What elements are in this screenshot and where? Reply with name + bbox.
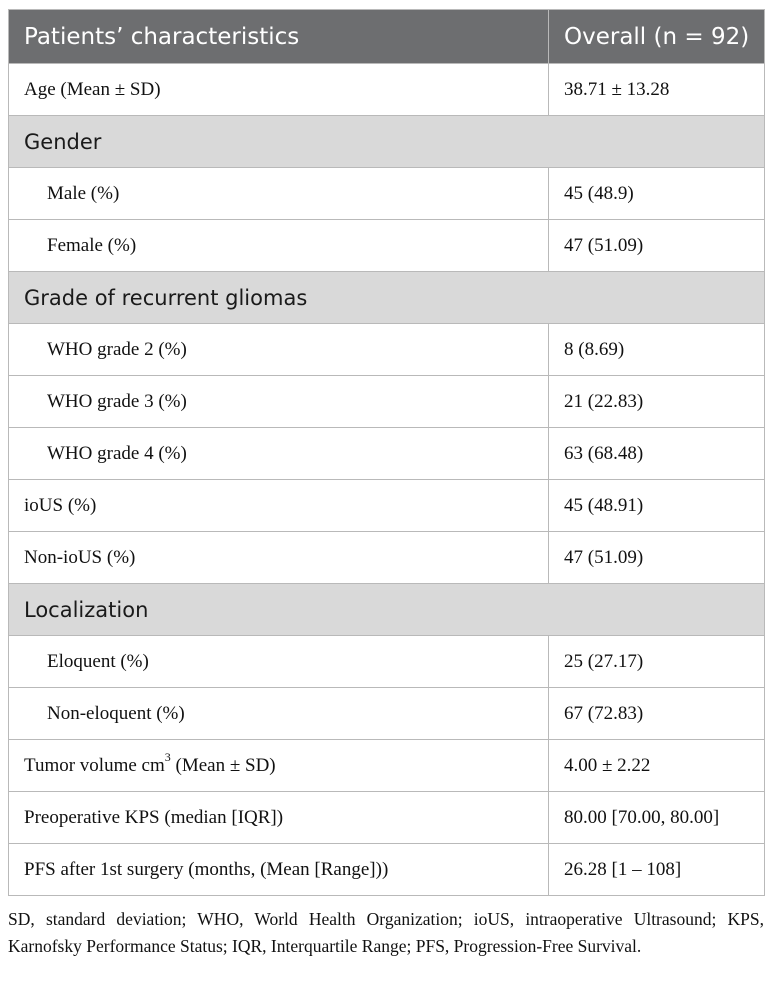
row-value: 21 (22.83) [549, 376, 765, 428]
section-row-gender [9, 116, 765, 168]
label-suffix: (Mean ± SD) [170, 754, 276, 776]
superscript: 3 [164, 750, 171, 765]
table-row-kps [9, 792, 765, 844]
row-label: PFS after 1st surgery (months, (Mean [Range])) [9, 844, 549, 896]
row-value: 63 (68.48) [549, 428, 765, 480]
row-label: Preoperative KPS (median [IQR]) [9, 792, 549, 844]
table-row-pfs [9, 844, 765, 896]
section-label: Grade of recurrent gliomas [9, 272, 765, 324]
row-label: WHO grade 4 (%) [9, 428, 549, 480]
row-value: 47 (51.09) [549, 220, 765, 272]
table-header-row [9, 10, 765, 64]
row-label: Male (%) [9, 168, 549, 220]
section-row-grade [9, 272, 765, 324]
patient-characteristics-table-container [8, 9, 764, 896]
row-value: 26.28 [1 – 108] [549, 844, 765, 896]
row-label: ioUS (%) [9, 480, 549, 532]
row-label [9, 740, 549, 792]
row-label: Non-ioUS (%) [9, 532, 549, 584]
table-row-female [9, 220, 765, 272]
row-label: WHO grade 3 (%) [9, 376, 549, 428]
table-row-tumor-volume [9, 740, 765, 792]
row-label: Age (Mean ± SD) [9, 64, 549, 116]
table-row-grade4 [9, 428, 765, 480]
row-label: Non-eloquent (%) [9, 688, 549, 740]
row-value: 67 (72.83) [549, 688, 765, 740]
table-footnote: SD, standard deviation; WHO, World Health Organization; ioUS, intraoperative Ultrasound; KPS, Karnofsky Performance Status; IQR, Interquartile Range; PFS, Progression-Free Survival. [8, 909, 764, 956]
table-row-age [9, 64, 765, 116]
section-label: Gender [9, 116, 765, 168]
row-value: 47 (51.09) [549, 532, 765, 584]
table-row-eloquent [9, 636, 765, 688]
table-row-grade2 [9, 324, 765, 376]
header-overall: Overall (n = 92) [549, 10, 765, 64]
row-value: 45 (48.91) [549, 480, 765, 532]
row-value: 4.00 ± 2.22 [549, 740, 765, 792]
row-label: WHO grade 2 (%) [9, 324, 549, 376]
label-text: Tumor volume cm [24, 754, 165, 776]
table-row-non-eloquent [9, 688, 765, 740]
section-label: Localization [9, 584, 765, 636]
table-row-non-ious [9, 532, 765, 584]
row-value: 45 (48.9) [549, 168, 765, 220]
table-row-male [9, 168, 765, 220]
patient-characteristics-table [8, 9, 765, 896]
table-row-grade3 [9, 376, 765, 428]
row-value: 25 (27.17) [549, 636, 765, 688]
row-value: 38.71 ± 13.28 [549, 64, 765, 116]
section-row-localization [9, 584, 765, 636]
row-value: 8 (8.69) [549, 324, 765, 376]
row-value: 80.00 [70.00, 80.00] [549, 792, 765, 844]
table-row-ious [9, 480, 765, 532]
row-label: Female (%) [9, 220, 549, 272]
header-characteristics: Patients’ characteristics [9, 10, 549, 64]
row-label: Eloquent (%) [9, 636, 549, 688]
